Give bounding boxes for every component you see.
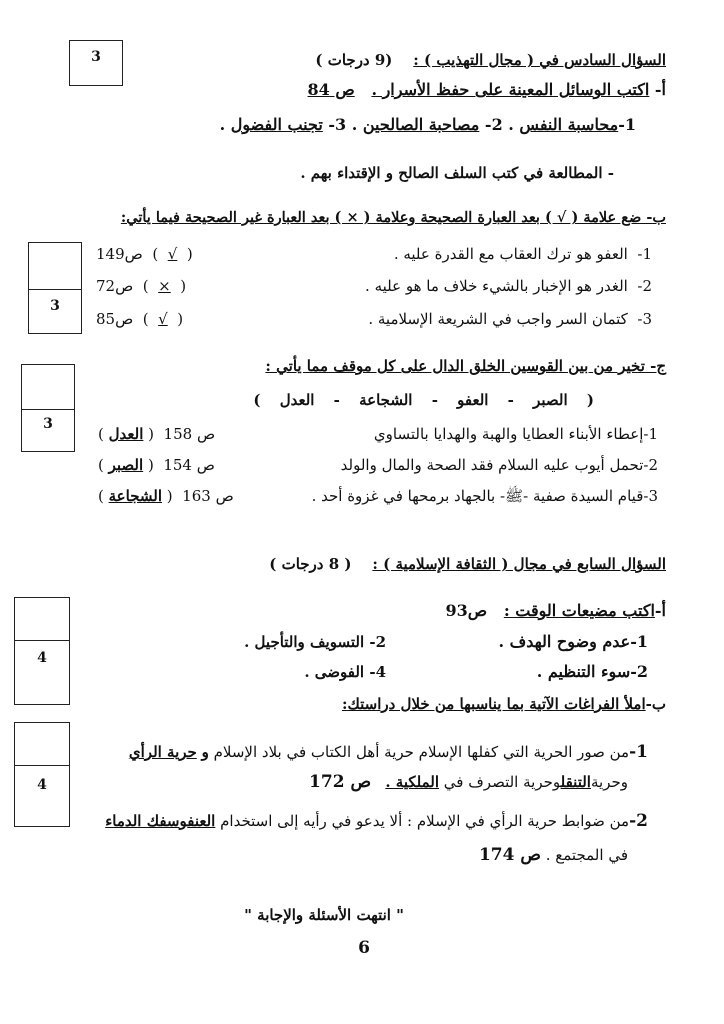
q6-c-item-3: 3-قيام السيدة صفية -ﷺ- بالجهاد برمحها في غزوة أحد . [311,487,658,505]
q7-b2-line2: في المجتمع . ص 174 [478,845,628,865]
q7-a-item-4: 4- الفوضى . [304,663,386,681]
q7-b-text: املأ الفراغات الآتية بما يناسبها من خلال دراستك: [341,695,646,713]
q7-title: السؤال السابع في مجال ( الثقافة الإسلامية ) : [372,555,666,573]
q6-b-answer-2: ص72 ( × ) [96,277,187,295]
q6-a-sep2: . 3- [328,115,358,134]
q6-c-score-value: 3 [43,416,53,432]
q6-a-ans3: تجنب الفضول [230,115,323,134]
q7-a-item-3: 2-سوء التنظيم . [536,662,648,681]
q6-c-item-1: 1-إعطاء الأبناء العطايا والهبة والهدايا بالتساوي [373,425,658,443]
q6-b-score-value: 3 [50,298,60,314]
q7-b1-answer2: التنقل [560,773,591,791]
q7-a-score-value: 4 [37,650,47,666]
q6-title: السؤال السادس في ( مجال التهذيب ) : [413,51,666,69]
q6-b-item-3: 3- كتمان السر واجب في الشريعة الإسلامية . [368,310,652,328]
end-note: " انتهت الأسئلة والإجابة " [244,906,404,924]
q6-c-title: ج- تخير من بين القوسين الخلق الدال على كل موقف مما يأتي : [265,357,666,375]
q6-b-title: ب- ضع علامة ( √ ) بعد العبارة الصحيحة وعلامة ( × ) بعد العبارة غير الصحيحة فيما يأتي: [120,209,666,226]
q7-b1-page: ص 172 [309,772,372,792]
q6-score-box [69,40,123,86]
q7-b1-answer3: الملكية . [385,773,440,791]
q6-c-answer-3: ص 163 ( الشجاعة ) [98,487,234,505]
q7-b2-line1: 2-من ضوابط حرية الرأي في الإسلام : ألا يدعو في رأيه إلى استخدام العنفوسفك الدماء [105,811,648,831]
q7-a-text: اكتب مضيعات الوقت : [503,601,655,620]
q6-a-ans1: محاسبة النفس [519,115,619,134]
q6-a-ans-num: 1- [618,115,636,134]
q7-b-score-box [14,722,70,827]
q6-c-answer-2: ص 154 ( الصبر ) [98,456,215,474]
q7-b-score-value: 4 [37,777,47,793]
q6-b-answer-1: ص149 ( √ ) [96,245,193,263]
q6-a-page: ص 84 [307,80,355,99]
q6-c-score-box [21,364,75,452]
q6-c-options: ( الصبر - العفو - الشجاعة - العدل ) [253,391,594,409]
q7-b1-line1: 1-من صور الحرية التي كفلها الإسلام حرية أهل الكتاب في بلاد الإسلام و حرية الرأي [128,742,648,762]
q7-b1-line2: وحريةالتنقلوحرية التصرف في الملكية . ص 172 [309,772,628,792]
q6-c-item-2: 2-تحمل أيوب عليه السلام فقد الصحة والمال والولد [340,456,658,474]
q6-c-answer-1: ص 158 ( العدل ) [98,425,216,443]
q6-a-sep1: . 2- [484,115,514,134]
q7-b2-page: ص 174 [478,845,541,865]
q6-a-label: أ- [654,80,666,99]
q6-a-answer-line1 [220,115,636,135]
q6-b-answer-3: ص85 ( √ ) [96,310,184,328]
q7-b2-answer1: العنف [187,812,216,830]
q7-a-item-2: 2- التسويف والتأجيل . [244,633,386,651]
q6-a-question [308,80,666,100]
q7-a-score-box [14,597,70,705]
q6-title-line [315,50,666,70]
q6-a-ans2: مصاحبة الصالحين [362,115,480,134]
q7-b2-answer2: سفك الدماء [105,812,180,830]
q7-title-line [269,554,666,574]
q6-a-end: . [219,115,226,134]
q6-b-score-box [28,242,82,334]
q7-grade: ( 8 درجات ) [269,555,352,573]
q6-b-item-2: 2- الغدر هو الإخبار بالشيء خلاف ما هو عليه . [365,277,652,295]
q6-grade: (9 درجات ) [315,51,393,69]
q6-a-answer-line2: - المطالعة في كتب السلف الصالح و الإقتداء بهم . [300,164,614,182]
q7-a-question: أ-اكتب مضيعات الوقت : ص93 [445,601,666,620]
q7-a-page: ص93 [445,601,488,620]
q7-b1-answer1: حرية الرأي [128,743,197,761]
q6-a-text: اكتب الوسائل المعينة على حفظ الأسرار . [371,80,650,99]
q7-a-item-1: 1-عدم وضوح الهدف . [498,632,648,651]
q6-b-item-1: 1- العفو هو ترك العقاب مع القدرة عليه . [393,245,652,263]
q7-b-question: ب-املأ الفراغات الآتية بما يناسبها من خلال دراستك: [341,695,666,713]
page-number: 6 [358,938,370,958]
q6-score-value: 3 [91,49,101,65]
